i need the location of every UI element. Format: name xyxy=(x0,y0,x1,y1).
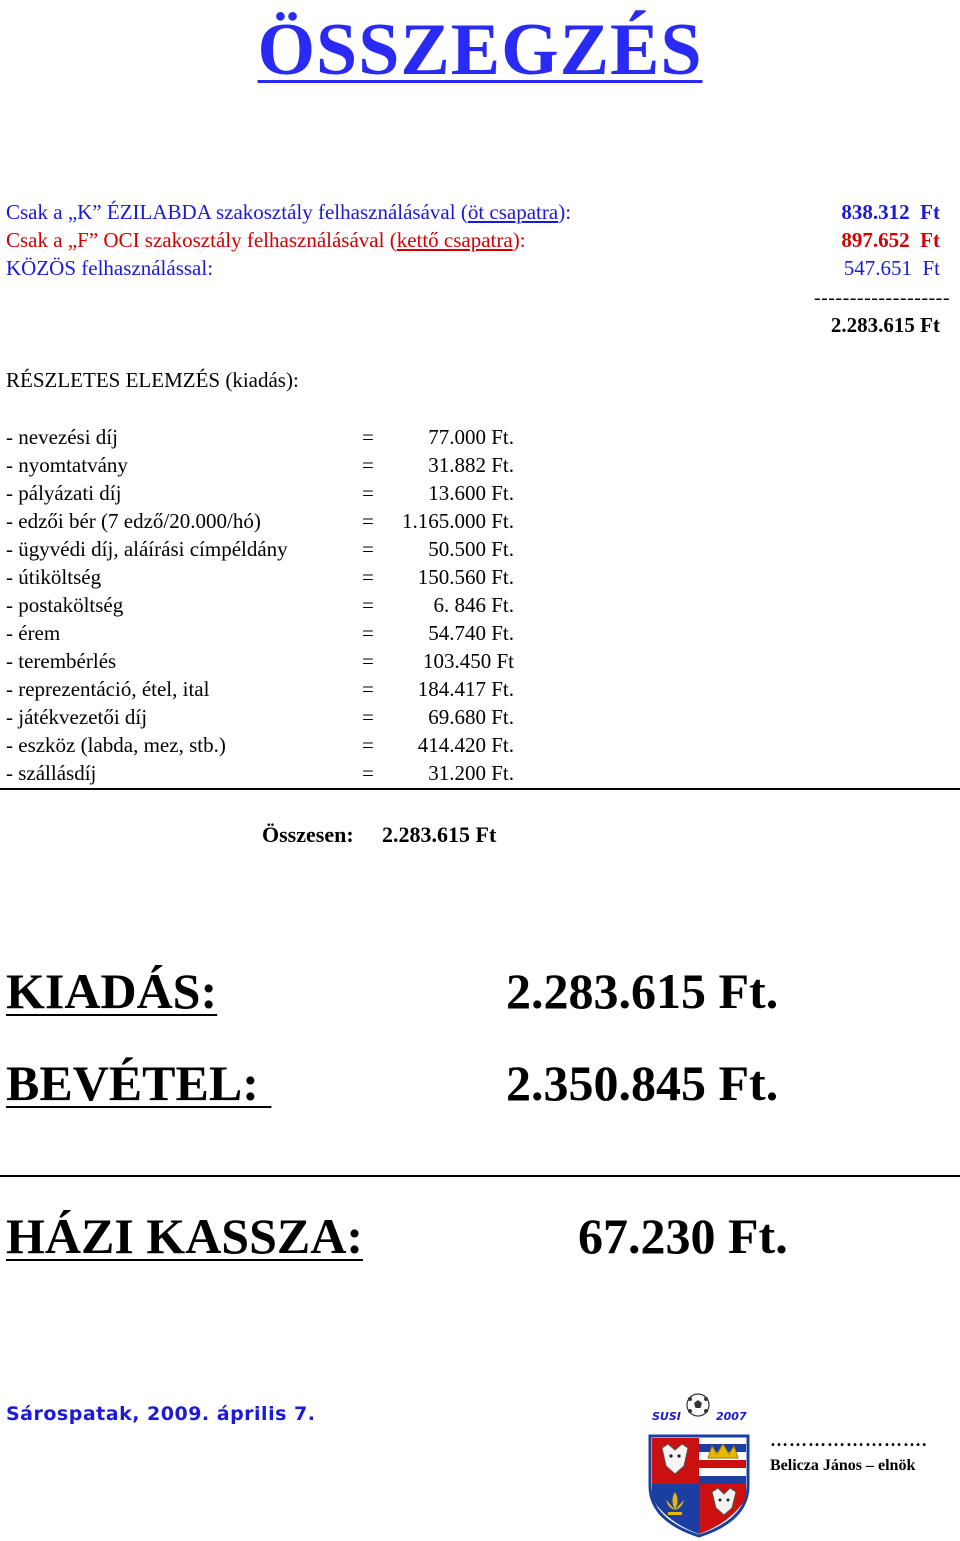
place-date: Sárospatak, 2009. április 7. xyxy=(6,1403,316,1425)
summary-line-3: KÖZÖS felhasználással: xyxy=(6,256,214,280)
detail-row-value: 31.200 Ft. xyxy=(428,761,514,785)
detail-row-equals: = xyxy=(362,593,374,617)
signature-dots: ……………………. xyxy=(770,1430,928,1450)
cash-value: 67.230 Ft. xyxy=(578,1208,788,1264)
signature-name: Belicza János – elnök xyxy=(770,1457,916,1474)
summary-grand-total: 2.283.615 Ft xyxy=(830,313,940,337)
logo-text-left: SUSI xyxy=(652,1410,681,1423)
cash-label: HÁZI KASSZA: xyxy=(6,1208,364,1264)
summary-line-1-suffix: ): xyxy=(558,200,572,224)
detail-row-label: - terembérlés xyxy=(6,649,117,673)
detail-row-equals: = xyxy=(362,425,374,449)
details-total-label: Összesen: xyxy=(262,822,354,847)
detail-row-equals: = xyxy=(362,481,374,505)
detail-row-value: 54.740 Ft. xyxy=(428,621,514,645)
detail-row-value: 77.000 Ft. xyxy=(428,425,514,449)
summary-line-2-suffix: ): xyxy=(512,228,526,252)
summary-amount-1: 838.312 Ft xyxy=(841,200,940,224)
detail-row-label: - pályázati díj xyxy=(6,481,122,505)
divider-line xyxy=(0,788,960,790)
detail-row-equals: = xyxy=(362,453,374,477)
income-value: 2.350.845 Ft. xyxy=(506,1055,779,1111)
detail-row-label: - eszköz (labda, mez, stb.) xyxy=(6,733,226,757)
divider-line-2 xyxy=(0,1175,960,1177)
detail-row-value: 69.680 Ft. xyxy=(428,705,514,729)
detail-row-equals: = xyxy=(362,677,374,701)
summary-line-1-prefix: Csak a „K” ÉZILABDA szakosztály felhasználásával ( xyxy=(6,200,468,224)
details-heading: RÉSZLETES ELEMZÉS (kiadás): xyxy=(6,368,299,392)
detail-row-equals: = xyxy=(362,565,374,589)
page-title: ÖSSZEGZÉS xyxy=(257,9,703,91)
detail-row-value: 1.165.000 Ft. xyxy=(401,509,514,533)
summary-line-2-underlined: kettő csapatra xyxy=(396,228,513,252)
detail-row-equals: = xyxy=(362,733,374,757)
detail-row-label: - útiköltség xyxy=(6,565,102,589)
detail-row-label: - ügyvédi díj, aláírási címpéldány xyxy=(6,537,288,561)
detail-row-label: - játékvezetői díj xyxy=(6,705,148,729)
susi-crest-icon xyxy=(646,1388,754,1538)
detail-row-value: 103.450 Ft xyxy=(422,649,514,673)
summary-line-1-underlined: öt csapatra xyxy=(467,200,559,224)
football-icon xyxy=(687,1394,709,1416)
expense-label: KIADÁS: xyxy=(6,963,218,1019)
detail-row-value: 13.600 Ft. xyxy=(428,481,514,505)
detail-row-value: 414.420 Ft. xyxy=(417,733,514,757)
detail-row-value: 31.882 Ft. xyxy=(428,453,514,477)
logo-text-right: 2007 xyxy=(716,1410,747,1423)
detail-row-value: 150.560 Ft. xyxy=(417,565,514,589)
detail-row-label: - nyomtatvány xyxy=(6,453,128,477)
detail-row-equals: = xyxy=(362,649,374,673)
detail-row-equals: = xyxy=(362,621,374,645)
details-total-value: 2.283.615 Ft xyxy=(382,822,497,847)
detail-row-equals: = xyxy=(362,537,374,561)
detail-row-label: - érem xyxy=(6,621,61,645)
detail-row-label: - szállásdíj xyxy=(6,761,97,785)
detail-row-equals: = xyxy=(362,509,374,533)
summary-amount-2: 897.652 Ft xyxy=(841,228,940,252)
detail-row-label: - reprezentáció, étel, ital xyxy=(6,677,210,701)
detail-row-value: 6. 846 Ft. xyxy=(433,593,514,617)
summary-line-2 xyxy=(6,228,526,253)
detail-row-label: - edzői bér (7 edző/20.000/hó) xyxy=(6,509,261,533)
detail-row-value: 184.417 Ft. xyxy=(417,677,514,701)
detail-row-label: - postaköltség xyxy=(6,593,124,617)
summary-separator: ------------------- xyxy=(813,287,950,309)
crest-graphic xyxy=(646,1388,754,1538)
detail-row-value: 50.500 Ft. xyxy=(428,537,514,561)
detail-row-equals: = xyxy=(362,705,374,729)
detail-row-equals: = xyxy=(362,761,374,785)
detail-row-label: - nevezési díj xyxy=(6,425,118,449)
summary-line-2-prefix: Csak a „F” OCI szakosztály felhasználásával ( xyxy=(6,228,397,252)
expense-value: 2.283.615 Ft. xyxy=(506,963,779,1019)
summary-line-1 xyxy=(6,200,571,225)
income-label: BEVÉTEL: xyxy=(6,1055,272,1111)
summary-amount-3: 547.651 Ft xyxy=(843,256,940,280)
